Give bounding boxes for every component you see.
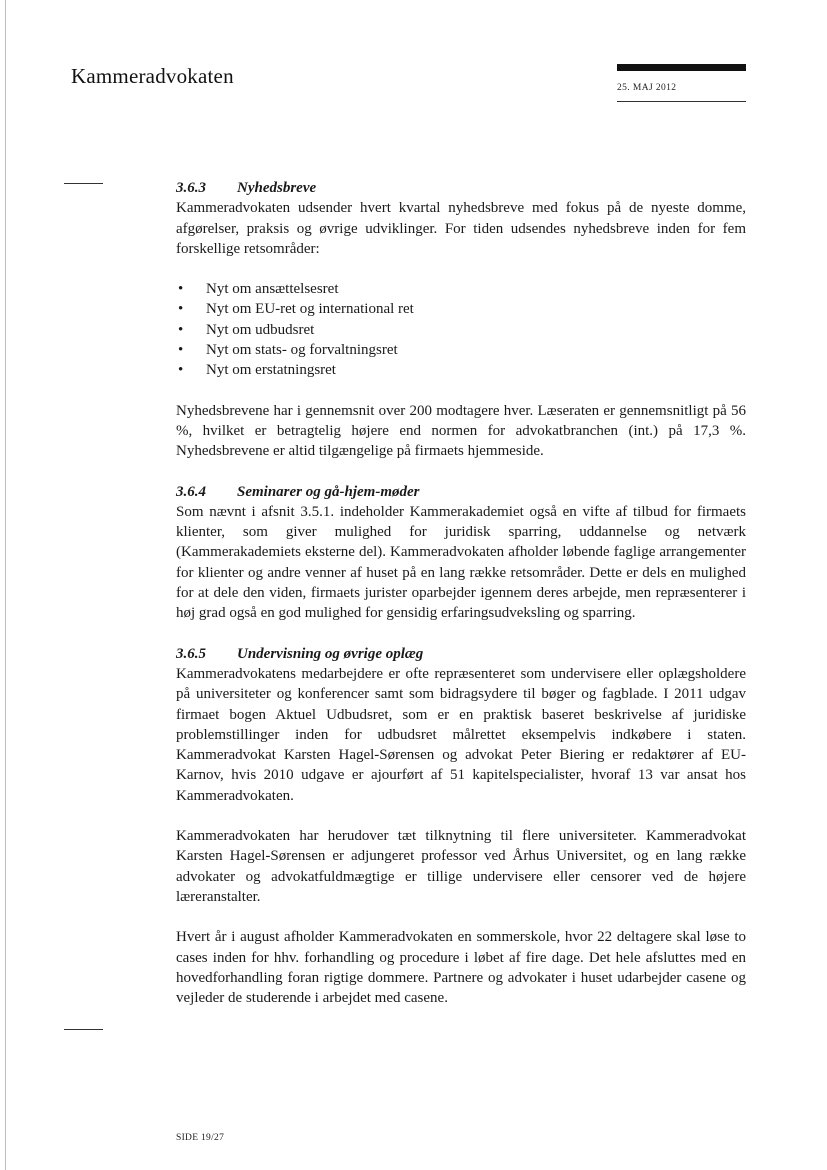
brand-title: Kammeradvokaten xyxy=(71,64,234,88)
margin-rule-bottom xyxy=(64,1029,103,1030)
section-number: 3.6.3 xyxy=(176,180,206,196)
list-item: • Nyt om udbudsret xyxy=(176,320,746,340)
margin-rule-top xyxy=(64,183,103,184)
bullet-icon: • xyxy=(178,342,184,359)
page-number: SIDE 19/27 xyxy=(176,1133,225,1143)
list-item: • Nyt om stats- og forvaltningsret xyxy=(176,340,746,360)
bullet-icon: • xyxy=(178,362,184,379)
section-heading xyxy=(176,644,746,664)
section-number: 3.6.4 xyxy=(176,483,206,500)
document-body xyxy=(176,178,746,1008)
section-paragraph: Nyhedsbrevene har i gennemsnit over 200 modtagere hver. Læseraten er gennemsnitligt på 56 %, hvilket er betragtelig højere end normen for advokatbranchen (int.) på 17,3 %. Nyhedsbrevene er altid tilgængelige på firmaets hjemmeside. xyxy=(176,402,746,460)
bullet-icon: • xyxy=(178,281,184,298)
bullet-icon: • xyxy=(178,301,184,318)
list-item: • Nyt om erstatningsret xyxy=(176,360,746,380)
section-paragraph: Kammeradvokaten har herudover tæt tilknytning til flere universiteter. Kammeradvokat Karsten Hagel-Sørensen er adjungeret professor ved Århus Universitet, og en lang række advokater og advokatfuldmægtige er tillige undervisere eller censorer ved de højere læreranstalter. xyxy=(176,828,746,905)
section-paragraph: Som nævnt i afsnit 3.5.1. indeholder Kammerakademiet også en vifte af tilbud for firmaets klienter, som giver mulighed for juridisk sparring, uddannelse og netværk (Kammerakademiets eksterne del). Kammeradvokaten afholder løbende faglige arrangementer for klienter og andre venner af huset på en lang række retsområder. Dette er dels en mulighed for at dele den viden, firmaets jurister oparbejder igennem deres arbejde, men repræsenterer i høj grad også en god mulighed for gensidig erfaringsudveksling og sparring. xyxy=(176,503,746,622)
list-item: • Nyt om ansættelsesret xyxy=(176,279,746,299)
header-thick-rule xyxy=(617,64,746,71)
header-date: 25. MAJ 2012 xyxy=(617,83,677,93)
scan-edge-line xyxy=(5,0,6,1170)
bullet-list xyxy=(176,279,746,380)
section-paragraph: Kammeradvokaten udsender hvert kvartal nyhedsbreve med fokus på de nyeste domme, afgørelser, praksis og øvrige udviklinger. For tiden udsendes nyhedsbreve inden for fem forskellige retsområder: xyxy=(176,200,746,257)
section-paragraph: Kammeradvokatens medarbejdere er ofte repræsenteret som undervisere eller oplægsholdere på universiteter og konferencer samt som bidragsydere til bøger og fagblade. I 2011 udgav firmaet bogen Aktuel Udbudsret, som er en praktisk baseret beskrivelse af juridiske problemstillinger inden for udbudsret målrettet eksempelvis indkøbere i staten. Kammeradvokat Karsten Hagel-Sørensen og advokat Peter Biering er redaktører af EU-Karnov, hvis 2010 udgave er ajourført af 51 kapitelspecialister, hvoraf 13 var ansat hos Kammeradvokaten. xyxy=(176,665,746,804)
section-title: Undervisning og øvrige oplæg xyxy=(237,645,424,662)
section-title: Seminarer og gå-hjem-møder xyxy=(237,483,420,500)
section-number: 3.6.5 xyxy=(176,645,206,662)
header-thin-rule xyxy=(617,101,746,102)
section-title: Nyhedsbreve xyxy=(237,180,317,196)
section-paragraph: Hvert år i august afholder Kammeradvokaten en sommerskole, hvor 22 deltagere skal løse to cases inden for hhv. forhandling og procedure i løbet af fire dage. Det hele afsluttes med en hovedforhandling foran rigtige dommere. Partnere og advokater i huset udarbejder casene og vejleder de studerende i arbejdet med casene. xyxy=(176,929,746,1007)
section-heading xyxy=(176,178,746,198)
list-item: • Nyt om EU-ret og international ret xyxy=(176,299,746,319)
section-heading xyxy=(176,482,746,502)
bullet-icon: • xyxy=(178,321,184,338)
